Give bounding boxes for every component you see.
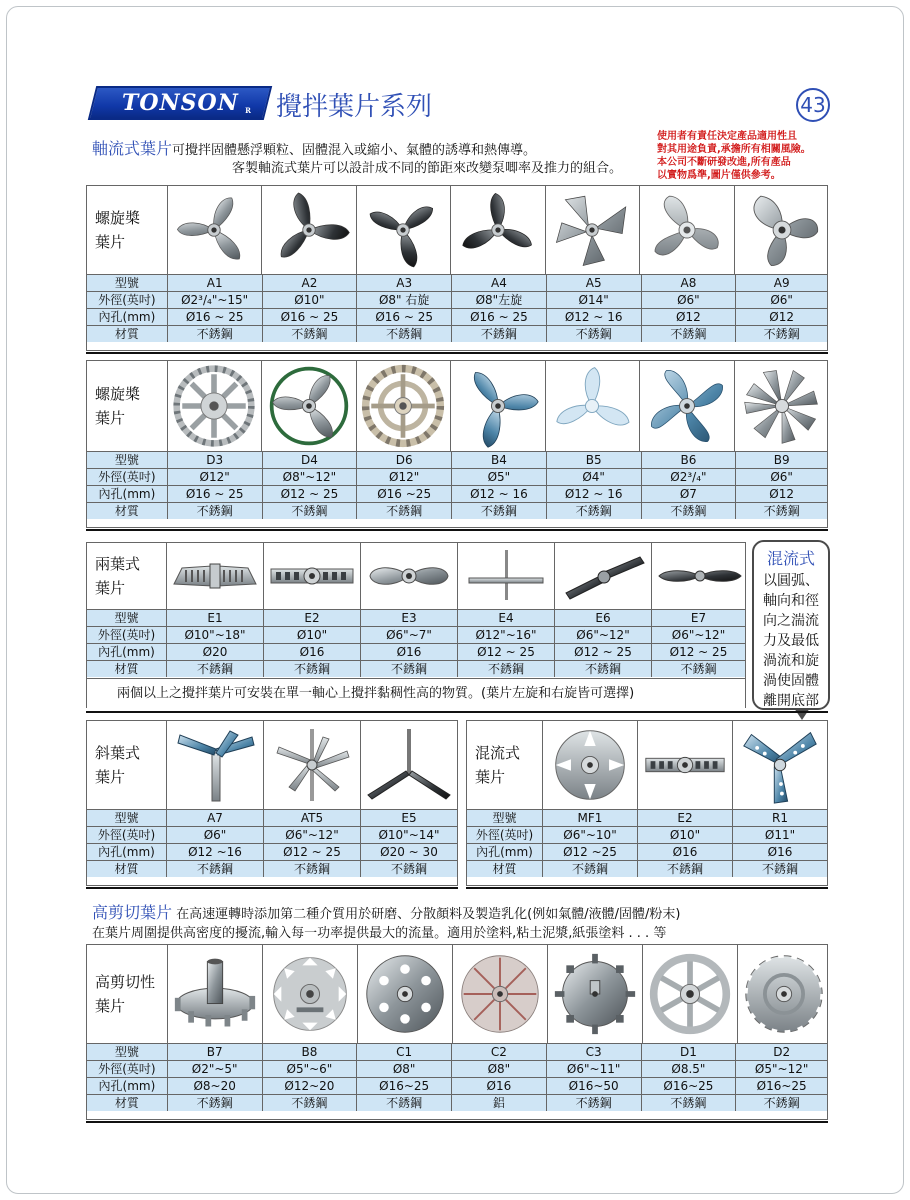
axial-propeller-table-2 [86, 360, 828, 528]
cell-od: Ø8" 右旋 [357, 291, 452, 308]
impeller-image-b9 [735, 361, 829, 451]
impeller-image-at5 [264, 721, 361, 809]
cell-model: E1 [167, 609, 264, 626]
category-text: 葉片 [95, 233, 126, 251]
cell-bore: Ø16~25 [357, 1077, 452, 1094]
high-shear-line-2: 在葉片周圍提供高密度的擾流,輸入每一功率提供最大的流量。適用於塗料,粘土泥漿,紙張塗料 . . . 等 [92, 926, 667, 941]
impeller-image-b5 [546, 361, 640, 451]
row-label: 內孔(mm) [87, 643, 167, 660]
category-text: 葉片 [475, 768, 506, 786]
disclaimer-line: 使用者有責任決定產品適用性且 [657, 131, 797, 142]
cell-model: A8 [642, 274, 737, 291]
row-label: 外徑(英吋) [87, 468, 168, 485]
cell-od: Ø10"~18" [167, 626, 264, 643]
cell-od: Ø10" [263, 291, 358, 308]
category-text: 斜葉式 [95, 744, 141, 762]
row-label: 型號 [87, 451, 168, 468]
cell-model: B9 [736, 451, 827, 468]
mixed-flow-table [466, 720, 828, 886]
cell-bore: Ø16~25 [642, 1077, 737, 1094]
intro-line-2: 客製軸流式葉片可以設計成不同的節距來改變泵唧率及推力的組合。 [232, 161, 623, 176]
cell-model: B7 [168, 1043, 263, 1060]
cell-model: D4 [263, 451, 358, 468]
cell-od: Ø6" [642, 291, 737, 308]
disclaimer-line: 本公司不斷研發改進,所有產品 [657, 157, 791, 168]
callout-tail [794, 708, 810, 720]
category-text: 高剪切性 [95, 973, 156, 991]
impeller-image-e6 [555, 543, 652, 609]
cell-bore: Ø12 ~ 16 [547, 485, 642, 502]
cell-od: Ø4" [547, 468, 642, 485]
cell-model: E4 [458, 609, 555, 626]
cell-od: Ø10" [264, 626, 361, 643]
cell-od: Ø6"~12" [652, 626, 745, 643]
row-label: 外徑(英吋) [87, 626, 167, 643]
callout-line: 渦使固體 [763, 673, 819, 689]
cell-material: 不銹鋼 [736, 1094, 827, 1111]
divider [86, 711, 828, 713]
row-label: 型號 [87, 274, 168, 291]
row-label: 材質 [87, 1094, 168, 1111]
cell-bore: Ø16 ~ 25 [168, 308, 263, 325]
cell-material: 不銹鋼 [452, 325, 547, 342]
row-label: 內孔(mm) [87, 843, 167, 860]
category-label [87, 543, 167, 609]
divider [86, 1121, 828, 1123]
category-text: 混流式 [475, 744, 521, 762]
impeller-image-a7 [167, 721, 264, 809]
cell-bore: Ø12 ~ 16 [547, 308, 642, 325]
cell-bore: Ø12~20 [263, 1077, 358, 1094]
cell-od: Ø12" [168, 468, 263, 485]
mixed-flow-callout [752, 540, 830, 710]
callout-line: 軸向和徑 [763, 593, 819, 609]
callout-line: 向之湍流 [763, 613, 819, 629]
cell-od: Ø8"左旋 [452, 291, 547, 308]
cell-od: Ø6"~12" [264, 826, 361, 843]
cell-bore: Ø16 [361, 643, 458, 660]
page-title: 攪拌葉片系列 [276, 92, 433, 122]
row-label: 型號 [87, 609, 167, 626]
cell-material: 不銹鋼 [547, 325, 642, 342]
cell-model: A9 [736, 274, 827, 291]
divider [86, 352, 828, 354]
impeller-image-d3 [168, 361, 262, 451]
cell-od: Ø12" [357, 468, 452, 485]
category-text: 兩葉式 [95, 555, 141, 573]
cell-model: A3 [357, 274, 452, 291]
spec-row-material [467, 860, 827, 877]
cell-bore: Ø12 ~25 [543, 843, 638, 860]
high-shear-table [86, 944, 828, 1120]
cell-material: 不銹鋼 [452, 502, 547, 519]
spec-row-od [87, 826, 457, 843]
impeller-image-c3 [548, 945, 643, 1043]
cell-model: D6 [357, 451, 452, 468]
row-label: 材質 [87, 325, 168, 342]
spec-row-material [87, 860, 457, 877]
cell-bore: Ø8~20 [168, 1077, 263, 1094]
intro-text: 可攪拌固體懸浮顆粒、固體混入或縮小、氣體的誘導和熱傳導。 [172, 143, 537, 158]
cell-bore: Ø16 ~ 25 [263, 308, 358, 325]
cell-model: B4 [452, 451, 547, 468]
cell-model: B8 [263, 1043, 358, 1060]
category-label [87, 361, 168, 451]
impeller-image-a2 [262, 186, 356, 274]
cell-material: 不銹鋼 [263, 325, 358, 342]
row-label: 材質 [87, 860, 167, 877]
category-label [467, 721, 543, 809]
cell-bore: Ø16 ~ 25 [168, 485, 263, 502]
impeller-image-b7 [168, 945, 263, 1043]
impeller-image-a1 [168, 186, 262, 274]
category-label [87, 945, 168, 1043]
spec-row-bore [87, 1077, 827, 1094]
cell-model: B5 [547, 451, 642, 468]
cell-od: Ø5"~6" [263, 1060, 358, 1077]
row-label: 內孔(mm) [467, 843, 543, 860]
cell-model: C3 [547, 1043, 642, 1060]
cell-od: Ø8" [452, 1060, 547, 1077]
spec-row-od [87, 626, 745, 643]
spec-row-material [87, 325, 827, 342]
cell-material: 不銹鋼 [642, 1094, 737, 1111]
cell-od: Ø10"~14" [361, 826, 457, 843]
cell-material: 不銹鋼 [168, 1094, 263, 1111]
cell-bore: Ø20 [167, 643, 264, 660]
cell-od: Ø8" [357, 1060, 452, 1077]
category-text: 葉片 [95, 579, 126, 597]
cell-model: E2 [638, 809, 733, 826]
cell-model: B6 [642, 451, 737, 468]
spec-row-material [87, 1094, 827, 1111]
cell-material: 不銹鋼 [263, 502, 358, 519]
impeller-image-a3 [357, 186, 451, 274]
cell-bore: Ø16~50 [547, 1077, 642, 1094]
cell-material: 不銹鋼 [361, 660, 458, 677]
row-label: 材質 [87, 660, 167, 677]
cell-material: 不銹鋼 [652, 660, 745, 677]
spec-row-model [87, 1043, 827, 1060]
spec-row-od [467, 826, 827, 843]
cell-model: E5 [361, 809, 457, 826]
row-label: 內孔(mm) [87, 308, 168, 325]
cell-bore: Ø16 ~ 25 [452, 308, 547, 325]
callout-body [760, 571, 822, 711]
impeller-image-c1 [358, 945, 453, 1043]
impeller-image-mf1 [543, 721, 638, 809]
cell-material: 不銹鋼 [264, 860, 361, 877]
category-text: 葉片 [95, 409, 126, 427]
cell-od: Ø6"~12" [555, 626, 652, 643]
impeller-image-r1 [733, 721, 827, 809]
cell-model: A5 [547, 274, 642, 291]
cell-model: E6 [555, 609, 652, 626]
row-label: 內孔(mm) [87, 1077, 168, 1094]
spec-row-model [87, 609, 745, 626]
cell-od: Ø14" [547, 291, 642, 308]
impeller-image-e3 [361, 543, 458, 609]
impeller-image-e4 [458, 543, 555, 609]
cell-material: 不銹鋼 [736, 502, 827, 519]
registered-mark: R [245, 106, 253, 115]
cell-material: 不銹鋼 [547, 502, 642, 519]
cell-bore: Ø12 ~ 25 [458, 643, 555, 660]
impeller-image-a5 [546, 186, 640, 274]
cell-material: 不銹鋼 [357, 502, 452, 519]
intro-highlight: 軸流式葉片 [92, 139, 173, 158]
cell-bore: Ø20 ~ 30 [361, 843, 457, 860]
cell-model: D3 [168, 451, 263, 468]
spec-row-bore [87, 308, 827, 325]
page-number: 43 [796, 88, 830, 122]
cell-material: 不銹鋼 [547, 1094, 642, 1111]
row-label: 外徑(英吋) [87, 291, 168, 308]
two-blade-table [86, 542, 746, 708]
cell-bore: Ø12 ~ 16 [452, 485, 547, 502]
tonson-logo [88, 86, 272, 120]
cell-bore: Ø12 ~ 25 [555, 643, 652, 660]
cell-bore: Ø12 ~ 25 [263, 485, 358, 502]
cell-material: 不銹鋼 [458, 660, 555, 677]
impeller-image-a4 [451, 186, 545, 274]
callout-line: 以圓弧、 [763, 573, 819, 589]
cell-bore: Ø12 ~ 25 [264, 843, 361, 860]
row-label: 外徑(英吋) [467, 826, 543, 843]
row-label: 材質 [467, 860, 543, 877]
high-shear-highlight: 高剪切葉片 [92, 903, 173, 922]
row-label: 型號 [467, 809, 543, 826]
impeller-image-e5 [361, 721, 456, 809]
spec-row-material [87, 502, 827, 519]
cell-material: 不銹鋼 [168, 325, 263, 342]
cell-material: 不銹鋼 [733, 860, 827, 877]
cell-od: Ø5"~12" [736, 1060, 827, 1077]
cell-od: Ø6"~11" [547, 1060, 642, 1077]
row-label: 型號 [87, 809, 167, 826]
row-label: 型號 [87, 1043, 168, 1060]
cell-material: 不銹鋼 [357, 325, 452, 342]
callout-title: 混流式 [766, 549, 815, 568]
cell-material: 不銹鋼 [361, 860, 457, 877]
category-label [87, 721, 167, 809]
two-blade-note: 兩個以上之攪拌葉片可安裝在單一軸心上攪拌黏稠性高的物質。(葉片左旋和右旋皆可選擇) [87, 678, 745, 708]
cell-model: MF1 [543, 809, 638, 826]
disclaimer-line: 對其用途負責,承擔所有相關風險。 [657, 144, 811, 155]
cell-bore: Ø16 ~ 25 [357, 308, 452, 325]
high-shear-text: 在高速運轉時添加第二種介質用於研磨、分散顏料及製造乳化(例如氣體/液體/固體/粉末) [176, 907, 681, 922]
cell-material: 不銹鋼 [167, 660, 264, 677]
spec-row-model [87, 451, 827, 468]
cell-model: D1 [642, 1043, 737, 1060]
cell-od: Ø8"~12" [263, 468, 358, 485]
cell-bore: Ø16 [264, 643, 361, 660]
spec-row-od [87, 468, 827, 485]
category-label [87, 186, 168, 274]
spec-row-bore [87, 485, 827, 502]
cell-od: Ø2"~5" [168, 1060, 263, 1077]
impeller-image-d6 [357, 361, 451, 451]
cell-model: R1 [733, 809, 827, 826]
cell-od: Ø6" [736, 468, 827, 485]
impeller-image-d1 [643, 945, 738, 1043]
cell-model: AT5 [264, 809, 361, 826]
impeller-image-b4 [451, 361, 545, 451]
cell-bore: Ø12 [642, 308, 737, 325]
callout-line: 離開底部 [763, 693, 819, 709]
cell-material: 不銹鋼 [642, 502, 737, 519]
cell-material: 不銹鋼 [543, 860, 638, 877]
category-text: 葉片 [95, 768, 126, 786]
cell-od: Ø8.5" [642, 1060, 737, 1077]
divider [466, 887, 828, 889]
row-label: 外徑(英吋) [87, 1060, 168, 1077]
cell-model: A1 [168, 274, 263, 291]
spec-row-od [87, 1060, 827, 1077]
cell-material: 不銹鋼 [357, 1094, 452, 1111]
cell-model: D2 [736, 1043, 827, 1060]
spec-row-model [87, 809, 457, 826]
cell-od: Ø10" [638, 826, 733, 843]
callout-line: 渦流和旋 [763, 653, 819, 669]
cell-od: Ø2³/₄"~15" [168, 291, 263, 308]
brand-name: TONSON [121, 90, 239, 116]
high-shear-line-1 [92, 900, 680, 923]
cell-od: Ø2³/₄" [642, 468, 737, 485]
impeller-image-e2 [264, 543, 361, 609]
cell-model: C2 [452, 1043, 547, 1060]
cell-material: 不銹鋼 [264, 660, 361, 677]
category-text: 螺旋槳 [95, 209, 141, 227]
cell-bore: Ø12 [736, 485, 827, 502]
cell-material: 不銹鋼 [642, 325, 737, 342]
category-text: 螺旋槳 [95, 385, 141, 403]
cell-bore: Ø16 [452, 1077, 547, 1094]
spec-row-bore [87, 843, 457, 860]
cell-model: E3 [361, 609, 458, 626]
cell-od: Ø12"~16" [458, 626, 555, 643]
cell-od: Ø6" [736, 291, 827, 308]
cell-material: 不銹鋼 [638, 860, 733, 877]
cell-model: E2 [264, 609, 361, 626]
impeller-image-b6 [640, 361, 734, 451]
spec-row-model [467, 809, 827, 826]
impeller-image-b8 [263, 945, 358, 1043]
spec-row-bore [467, 843, 827, 860]
impeller-image-mf-e2 [638, 721, 733, 809]
cell-material: 不銹鋼 [167, 860, 264, 877]
cell-od: Ø6" [167, 826, 264, 843]
cell-material: 不銹鋼 [263, 1094, 358, 1111]
divider [86, 529, 828, 531]
spec-row-model [87, 274, 827, 291]
cell-model: A4 [452, 274, 547, 291]
spec-row-bore [87, 643, 745, 660]
divider [86, 887, 458, 889]
cell-od: Ø5" [452, 468, 547, 485]
category-text: 葉片 [95, 997, 126, 1015]
cell-model: C1 [357, 1043, 452, 1060]
disclaimer [657, 130, 847, 182]
cell-od: Ø6"~7" [361, 626, 458, 643]
callout-line: 力及最低 [763, 633, 819, 649]
cell-bore: Ø16~25 [736, 1077, 827, 1094]
cell-bore: Ø16 ~25 [357, 485, 452, 502]
row-label: 材質 [87, 502, 168, 519]
impeller-image-d2 [738, 945, 829, 1043]
cell-bore: Ø12 ~16 [167, 843, 264, 860]
cell-bore: Ø16 [638, 843, 733, 860]
cell-bore: Ø12 [736, 308, 827, 325]
cell-material: 鋁 [452, 1094, 547, 1111]
pitched-blade-table [86, 720, 458, 886]
cell-od: Ø6"~10" [543, 826, 638, 843]
spec-row-material [87, 660, 745, 677]
spec-row-od [87, 291, 827, 308]
impeller-image-d4 [262, 361, 356, 451]
impeller-image-e7 [652, 543, 747, 609]
cell-bore: Ø16 [733, 843, 827, 860]
axial-propeller-table-1 [86, 185, 828, 351]
cell-bore: Ø12 ~ 25 [652, 643, 745, 660]
cell-model: E7 [652, 609, 745, 626]
cell-od: Ø11" [733, 826, 827, 843]
impeller-image-a9 [735, 186, 829, 274]
cell-material: 不銹鋼 [168, 502, 263, 519]
impeller-image-a8 [640, 186, 734, 274]
cell-material: 不銹鋼 [555, 660, 652, 677]
cell-model: A7 [167, 809, 264, 826]
cell-model: A2 [263, 274, 358, 291]
cell-bore: Ø7 [642, 485, 737, 502]
impeller-image-e1 [167, 543, 264, 609]
intro-line-1 [92, 136, 536, 159]
row-label: 外徑(英吋) [87, 826, 167, 843]
cell-material: 不銹鋼 [736, 325, 827, 342]
disclaimer-line: 以實物爲準,圖片僅供參考。 [657, 170, 781, 181]
row-label: 內孔(mm) [87, 485, 168, 502]
impeller-image-c2 [453, 945, 548, 1043]
